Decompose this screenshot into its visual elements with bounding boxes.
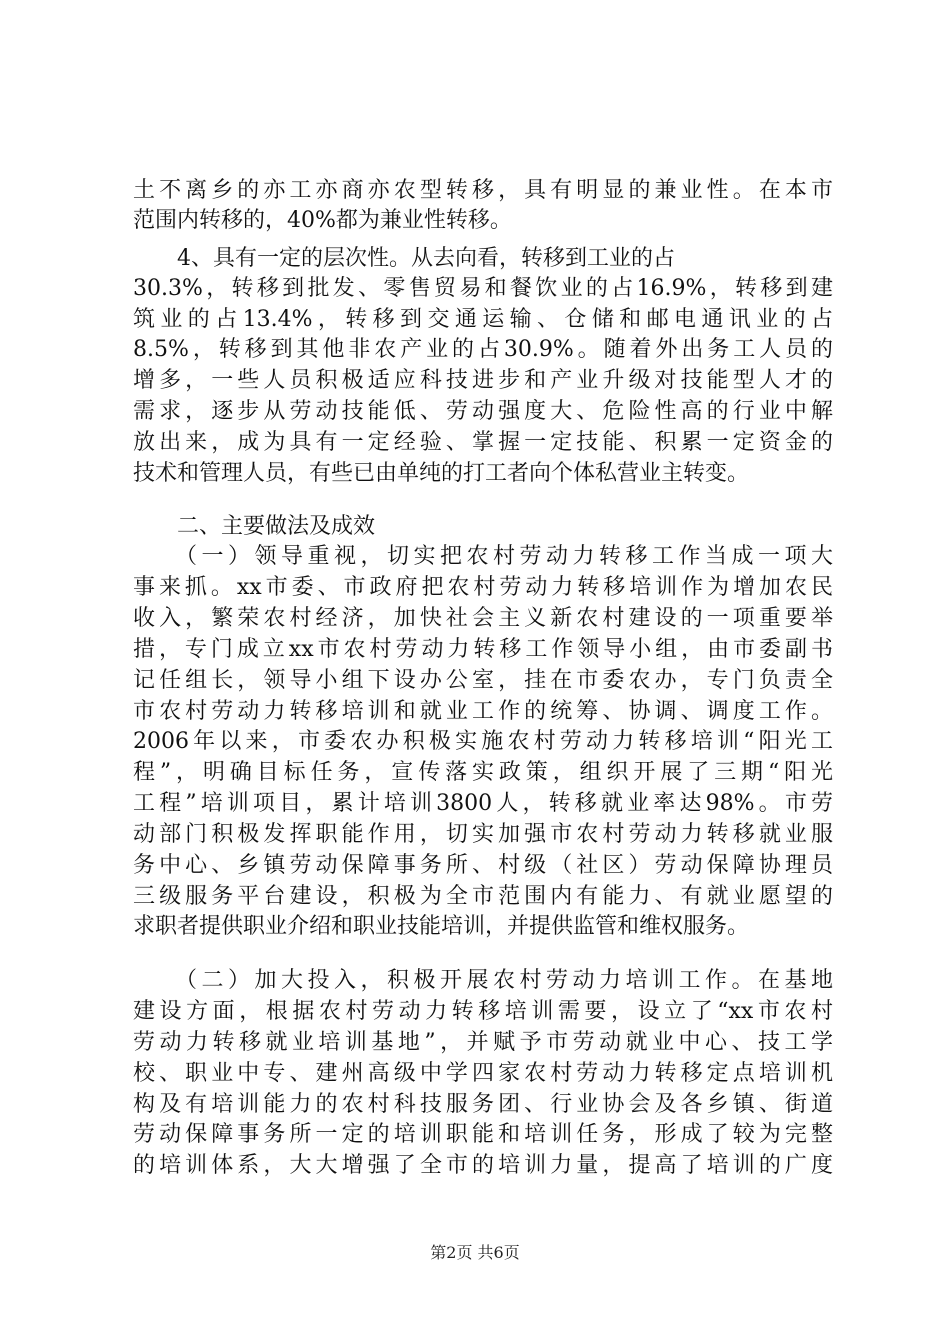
body-text-line: 工程”培训项目，累计培训3800人，转移就业率达98%。市劳 (133, 791, 833, 816)
body-text-line: 构及有培训能力的农村科技服务团、行业协会及各乡镇、街道 (133, 1092, 833, 1117)
body-text-line: （二）加大投入，积极开展农村劳动力培训工作。在基地 (133, 968, 833, 993)
body-text-line: 30.3%，转移到批发、零售贸易和餐饮业的占16.9%，转移到建 (133, 276, 833, 301)
body-text-line: 增多，一些人员积极适应科技进步和产业升级对技能型人才的 (133, 368, 833, 393)
body-text-line: 2006年以来，市委农办积极实施农村劳动力转移培训“阳光工 (133, 729, 833, 754)
body-text-line: 务中心、乡镇劳动保障事务所、村级（社区）劳动保障协理员 (133, 853, 833, 878)
body-text-line: 措，专门成立xx市农村劳动力转移工作领导小组，由市委副书 (133, 637, 833, 662)
body-text-line: （一）领导重视，切实把农村劳动力转移工作当成一项大 (133, 544, 833, 569)
body-text-line: 市农村劳动力转移培训和就业工作的统筹、协调、调度工作。 (133, 699, 833, 724)
body-text-line: 三级服务平台建设，积极为全市范围内有能力、有就业愿望的 (133, 884, 833, 909)
body-text-line: 劳动力转移就业培训基地”，并赋予市劳动就业中心、技工学 (133, 1030, 833, 1055)
body-text-line: 8.5%，转移到其他非农产业的占30.9%。随着外出务工人员的 (133, 337, 833, 362)
body-text-line: 记任组长，领导小组下设办公室，挂在市委农办，专门负责全 (133, 668, 833, 693)
body-text-line: 范围内转移的，40%都为兼业性转移。 (133, 208, 512, 233)
section-heading: 二、主要做法及成效 (133, 514, 376, 539)
body-text-line: 需求，逐步从劳动技能低、劳动强度大、危险性高的行业中解 (133, 399, 833, 424)
paragraph-heading-line: 4、具有一定的层次性。从去向看，转移到工业的占 (133, 246, 675, 271)
body-text-line: 筑业的占13.4%，转移到交通运输、仓储和邮电通讯业的占 (133, 307, 833, 332)
body-text-line: 技术和管理人员，有些已由单纯的打工者向个体私营业主转变。 (133, 461, 750, 486)
page-number-footer: 第2页 共6页 (430, 1243, 520, 1262)
body-text-line: 放出来，成为具有一定经验、掌握一定技能、积累一定资金的 (133, 430, 833, 455)
body-text-line: 劳动保障事务所一定的培训职能和培训任务，形成了较为完整 (133, 1122, 833, 1147)
body-text-line: 求职者提供职业介绍和职业技能培训，并提供监管和维权服务。 (133, 914, 750, 939)
body-text-line: 收入，繁荣农村经济，加快社会主义新农村建设的一项重要举 (133, 606, 833, 631)
body-text-line: 事来抓。xx市委、市政府把农村劳动力转移培训作为增加农民 (133, 575, 833, 600)
body-text-line: 动部门积极发挥职能作用，切实加强市农村劳动力转移就业服 (133, 822, 833, 847)
body-text-line: 校、职业中专、建州高级中学四家农村劳动力转移定点培训机 (133, 1061, 833, 1086)
body-text-line: 建设方面，根据农村劳动力转移培训需要，设立了“xx市农村 (133, 999, 833, 1024)
body-text-line: 的培训体系，大大增强了全市的培训力量，提高了培训的广度 (133, 1153, 833, 1178)
body-text-line: 程”，明确目标任务，宣传落实政策，组织开展了三期“阳光 (133, 760, 833, 785)
body-text-line: 土不离乡的亦工亦商亦农型转移，具有明显的兼业性。在本市 (133, 178, 833, 203)
